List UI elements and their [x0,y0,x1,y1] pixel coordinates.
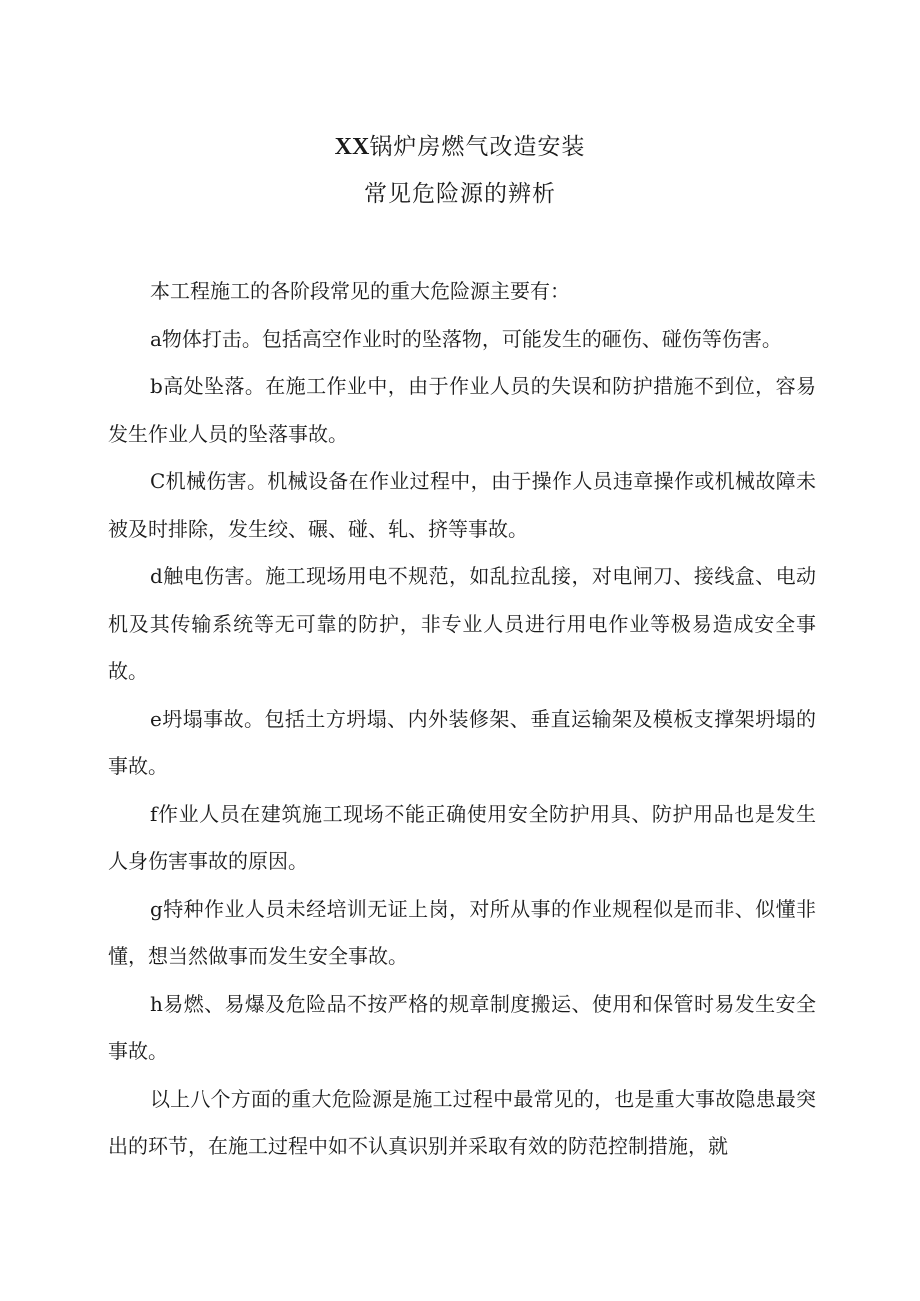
document-subtitle: 常见危险源的辨析 [364,181,556,207]
title-line1: 锅炉房燃气改造安装 [369,134,586,160]
summary-paragraph: 以上八个方面的重大危险源是施工过程中最常见的，也是重大事故隐患最突出的环节，在施工过程中如不认真识别并采取有效的防范控制措施，就 [108,1086,816,1158]
hazard-item-e: e坍塌事故。包括土方坍塌、内外装修架、垂直运输架及模板支撑架坍塌的事故。 [108,706,816,778]
hazard-item-d: d触电伤害。施工现场用电不规范，如乱拉乱接，对电闸刀、接线盒、电动机及其传输系统等无可靠的防护，非专业人员进行用电作业等极易造成安全事故。 [108,564,816,683]
hazard-item-h: h易燃、易爆及危险品不按严格的规章制度搬运、使用和保管时易发生安全事故。 [108,991,816,1063]
hazard-item-b: b高处坠落。在施工作业中，由于作业人员的失误和防护措施不到位，容易发生作业人员的坠落事故。 [108,374,816,446]
intro-paragraph: 本工程施工的各阶段常见的重大危险源主要有： [150,279,570,303]
hazard-item-c: C机械伤害。机械设备在作业过程中，由于操作人员违章操作或机械故障未被及时排除，发生绞、碾、碰、轧、挤等事故。 [108,469,816,541]
document-title [0,128,920,161]
hazard-item-g: g特种作业人员未经培训无证上岗，对所从事的作业规程似是而非、似懂非懂，想当然做事而发生安全事故。 [108,896,816,968]
hazard-item-a: a物体打击。包括高空作业时的坠落物，可能发生的砸伤、碰伤等伤害。 [150,326,782,351]
document-body [108,268,816,1171]
title-prefix: XX [334,134,370,160]
hazard-item-f: f作业人员在建筑施工现场不能正确使用安全防护用具、防护用品也是发生人身伤害事故的原因。 [108,801,816,873]
